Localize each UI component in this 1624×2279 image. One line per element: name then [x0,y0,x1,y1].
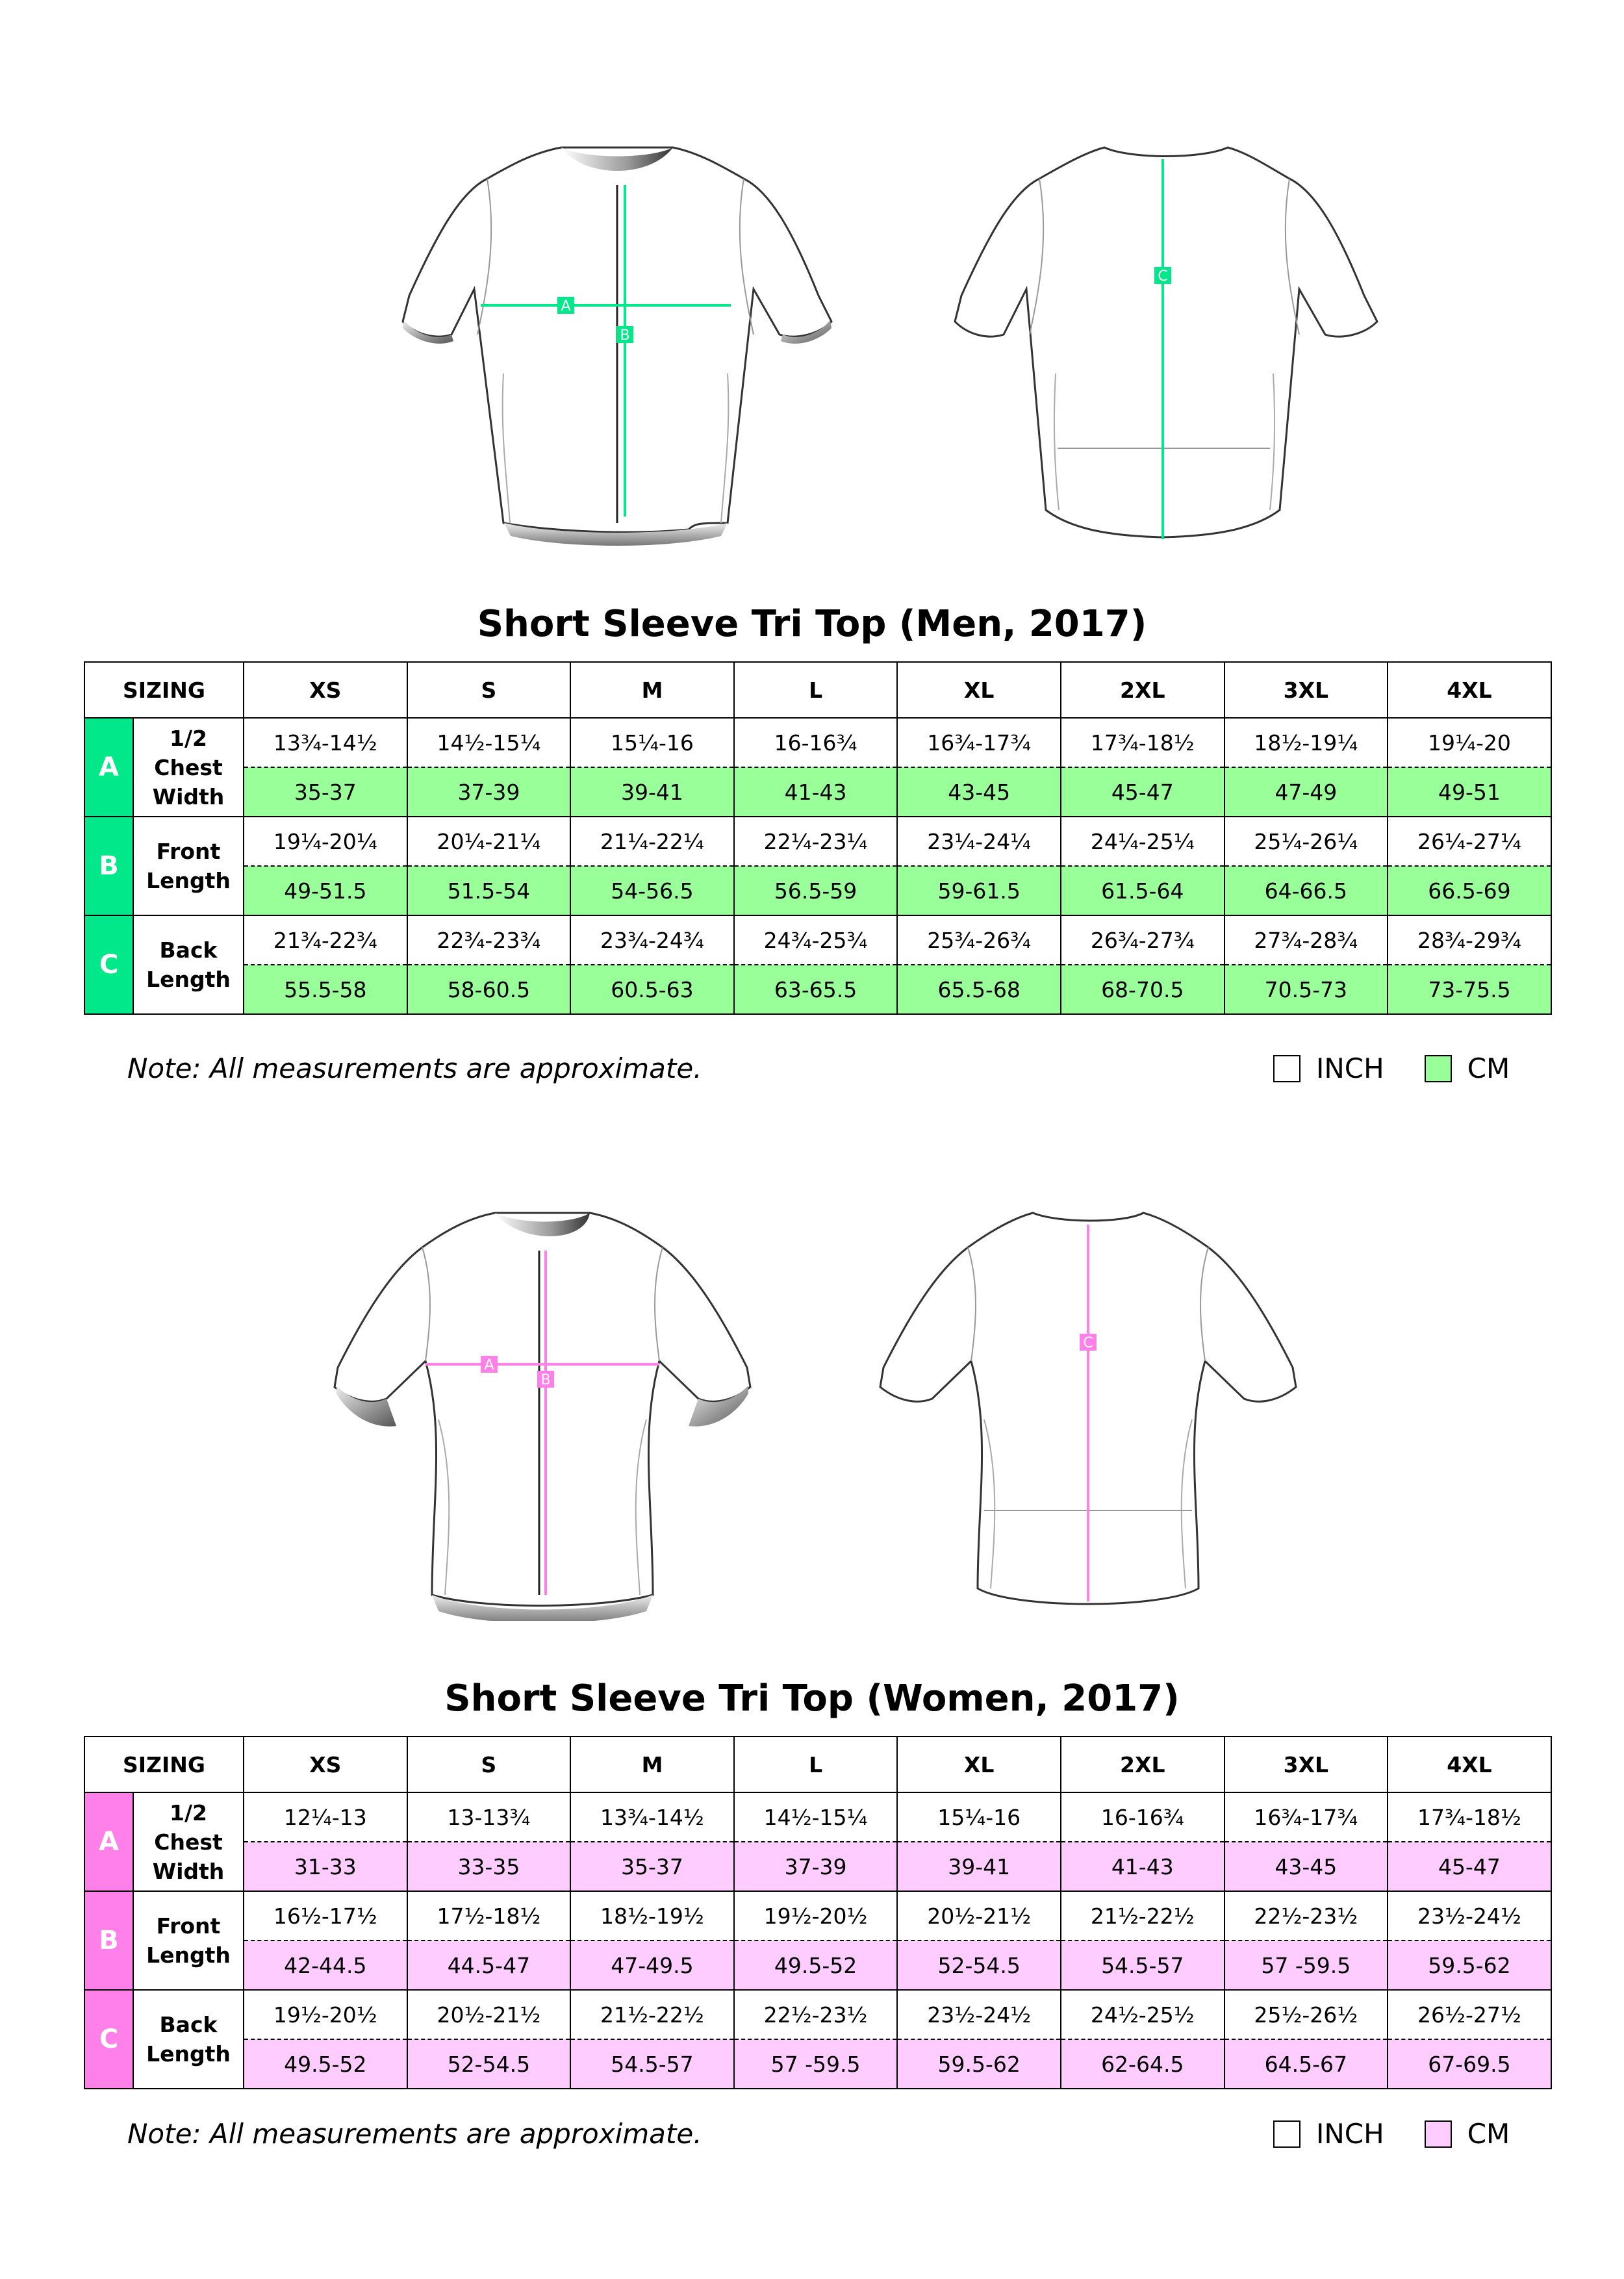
cm-cell: 62-64.5 [1061,2039,1224,2089]
measure-letter-c: C [84,915,133,1014]
inch-cell: 23¼-24¼ [897,817,1061,866]
cm-cell: 45-47 [1388,1842,1551,1891]
men-note: Note: All measurements are approximate. [127,1052,702,1084]
cm-cell: 35-37 [244,767,407,817]
inch-cell: 13-13¾ [407,1792,571,1842]
cm-cell: 47-49 [1224,767,1388,817]
measure-label: Back Length [133,1990,244,2089]
inch-legend-label: INCH [1316,1052,1384,1084]
inch-cell: 21¼-22¼ [570,817,734,866]
cm-cell: 52-54.5 [407,2039,571,2089]
men-back-label-c: C [1158,268,1168,285]
inch-cell: 19¼-20 [1388,718,1551,767]
men-unit-legend [1273,1052,1510,1084]
measure-label: Front Length [133,817,244,915]
cm-cell: 37-39 [734,1842,898,1891]
cm-cell: 67-69.5 [1388,2039,1551,2089]
inch-legend-label: INCH [1316,2118,1384,2150]
inch-cell: 26½-27½ [1388,1990,1551,2039]
inch-cell: 26¼-27¼ [1388,817,1551,866]
measure-label: 1/2 Chest Width [133,1792,244,1891]
cm-cell: 54.5-57 [1061,1941,1224,1990]
inch-cell: 27¾-28¾ [1224,915,1388,965]
cm-cell: 44.5-47 [407,1941,571,1990]
inch-cell: 23½-24½ [897,1990,1061,2039]
men-front-label-a: A [561,298,571,314]
women-front-label-a: A [484,1357,494,1373]
cm-cell: 56.5-59 [734,866,898,915]
inch-cell: 20¼-21¼ [407,817,571,866]
cm-cell: 60.5-63 [570,965,734,1014]
inch-cell: 19¼-20¼ [244,817,407,866]
men-front-label-b: B [620,327,630,344]
inch-cell: 16-16¾ [734,718,898,767]
cm-cell: 33-35 [407,1842,571,1891]
women-note: Note: All measurements are approximate. [127,2118,702,2150]
inch-cell: 25½-26½ [1224,1990,1388,2039]
size-header-m: M [570,662,734,718]
cm-cell: 55.5-58 [244,965,407,1014]
inch-cell: 23½-24½ [1388,1891,1551,1941]
measure-letter-a: A [84,718,133,817]
size-header-4xl: 4XL [1388,662,1551,718]
size-header-3xl: 3XL [1224,662,1388,718]
cm-cell: 57 -59.5 [734,2039,898,2089]
size-header-2xl: 2XL [1061,1737,1224,1792]
cm-cell: 45-47 [1061,767,1224,817]
sizing-header: SIZING [84,1737,244,1792]
men-back-jersey-diagram [942,140,1397,555]
cm-cell: 64-66.5 [1224,866,1388,915]
cm-cell: 39-41 [897,1842,1061,1891]
inch-cell: 15¼-16 [897,1792,1061,1842]
inch-cell: 22¾-23¾ [407,915,571,965]
cm-cell: 47-49.5 [570,1941,734,1990]
cm-legend-label: CM [1467,1052,1510,1084]
cm-cell: 49-51 [1388,767,1551,817]
cm-cell: 49.5-52 [734,1941,898,1990]
men-size-table [84,661,1552,1015]
cm-cell: 41-43 [734,767,898,817]
inch-cell: 21½-22½ [1061,1891,1224,1941]
cm-cell: 39-41 [570,767,734,817]
inch-cell: 22¼-23¼ [734,817,898,866]
inch-cell: 17½-18½ [407,1891,571,1941]
measure-label: Front Length [133,1891,244,1990]
inch-cell: 17¾-18½ [1388,1792,1551,1842]
inch-cell: 19½-20½ [734,1891,898,1941]
cm-cell: 42-44.5 [244,1941,407,1990]
women-front-jersey-diagram [325,1205,780,1621]
inch-cell: 14½-15¼ [407,718,571,767]
inch-cell: 16½-17½ [244,1891,407,1941]
inch-cell: 13¾-14½ [244,718,407,767]
inch-cell: 25¾-26¾ [897,915,1061,965]
size-header-xl: XL [897,662,1061,718]
cm-cell: 73-75.5 [1388,965,1551,1014]
inch-cell: 16¾-17¾ [1224,1792,1388,1842]
women-back-label-c: C [1083,1335,1093,1351]
cm-legend-swatch [1425,1055,1452,1082]
size-header-xl: XL [897,1737,1061,1792]
measure-label: Back Length [133,915,244,1014]
size-header-s: S [407,1737,571,1792]
measure-letter-b: B [84,1891,133,1990]
sizing-header: SIZING [84,662,244,718]
men-front-jersey-diagram [390,140,844,555]
inch-cell: 20½-21½ [897,1891,1061,1941]
cm-cell: 35-37 [570,1842,734,1891]
inch-cell: 13¾-14½ [570,1792,734,1842]
inch-cell: 21¾-22¾ [244,915,407,965]
measure-letter-c: C [84,1990,133,2089]
cm-cell: 58-60.5 [407,965,571,1014]
inch-cell: 28¾-29¾ [1388,915,1551,965]
inch-cell: 16-16¾ [1061,1792,1224,1842]
inch-cell: 18½-19½ [570,1891,734,1941]
cm-cell: 49.5-52 [244,2039,407,2089]
cm-cell: 66.5-69 [1388,866,1551,915]
cm-cell: 57 -59.5 [1224,1941,1388,1990]
inch-cell: 25¼-26¼ [1224,817,1388,866]
cm-cell: 54.5-57 [570,2039,734,2089]
size-header-l: L [734,662,898,718]
cm-cell: 65.5-68 [897,965,1061,1014]
measure-letter-b: B [84,817,133,915]
women-back-jersey-diagram [870,1205,1325,1621]
inch-cell: 24¼-25¼ [1061,817,1224,866]
measure-label: 1/2 Chest Width [133,718,244,817]
cm-cell: 64.5-67 [1224,2039,1388,2089]
size-header-m: M [570,1737,734,1792]
cm-cell: 70.5-73 [1224,965,1388,1014]
inch-cell: 22½-23½ [734,1990,898,2039]
cm-cell: 52-54.5 [897,1941,1061,1990]
inch-cell: 23¾-24¾ [570,915,734,965]
cm-legend-swatch [1425,2120,1452,2148]
inch-cell: 15¼-16 [570,718,734,767]
cm-cell: 43-45 [897,767,1061,817]
cm-cell: 68-70.5 [1061,965,1224,1014]
inch-cell: 24¾-25¾ [734,915,898,965]
cm-cell: 61.5-64 [1061,866,1224,915]
cm-cell: 43-45 [1224,1842,1388,1891]
cm-cell: 63-65.5 [734,965,898,1014]
cm-cell: 37-39 [407,767,571,817]
measure-letter-a: A [84,1792,133,1891]
cm-cell: 49-51.5 [244,866,407,915]
inch-cell: 21½-22½ [570,1990,734,2039]
size-header-4xl: 4XL [1388,1737,1551,1792]
inch-cell: 26¾-27¾ [1061,915,1224,965]
inch-cell: 17¾-18½ [1061,718,1224,767]
women-chart-title: Short Sleeve Tri Top (Women, 2017) [444,1677,1180,1720]
inch-legend-swatch [1273,2120,1300,2148]
cm-cell: 51.5-54 [407,866,571,915]
women-front-label-b: B [540,1372,551,1388]
cm-cell: 41-43 [1061,1842,1224,1891]
cm-cell: 59.5-62 [1388,1941,1551,1990]
inch-cell: 19½-20½ [244,1990,407,2039]
cm-cell: 59-61.5 [897,866,1061,915]
men-chart-title: Short Sleeve Tri Top (Men, 2017) [477,603,1147,645]
inch-cell: 12¼-13 [244,1792,407,1842]
size-header-l: L [734,1737,898,1792]
size-header-s: S [407,662,571,718]
cm-cell: 31-33 [244,1842,407,1891]
women-size-table [84,1736,1552,2089]
inch-cell: 18½-19¼ [1224,718,1388,767]
cm-legend-label: CM [1467,2118,1510,2150]
size-header-3xl: 3XL [1224,1737,1388,1792]
inch-cell: 22½-23½ [1224,1891,1388,1941]
size-header-xs: XS [244,1737,407,1792]
inch-cell: 20½-21½ [407,1990,571,2039]
size-header-xs: XS [244,662,407,718]
women-unit-legend [1273,2118,1510,2150]
inch-cell: 24½-25½ [1061,1990,1224,2039]
size-header-2xl: 2XL [1061,662,1224,718]
cm-cell: 59.5-62 [897,2039,1061,2089]
inch-cell: 14½-15¼ [734,1792,898,1842]
inch-legend-swatch [1273,1055,1300,1082]
cm-cell: 54-56.5 [570,866,734,915]
inch-cell: 16¾-17¾ [897,718,1061,767]
